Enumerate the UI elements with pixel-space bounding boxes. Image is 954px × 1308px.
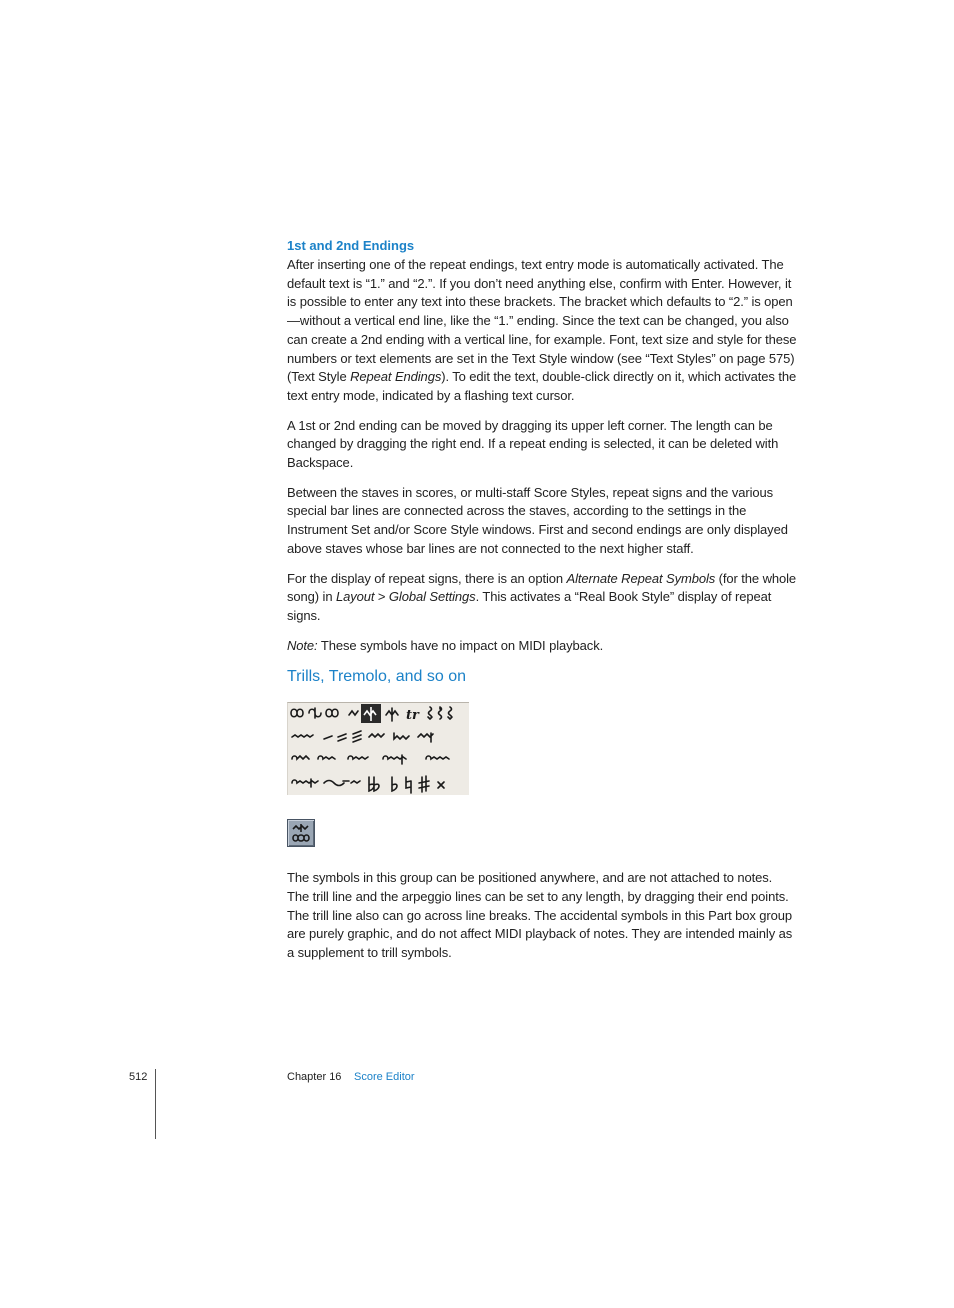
- note-label: Note:: [287, 637, 318, 653]
- paragraph-repeat-signs: For the display of repeat signs, there is an option Alternate Repeat Symbols (for the whole song) in Layout > Global Settings. This activates a “Real Book Style” display of repeat signs.: [287, 570, 797, 623]
- trill-group-icon[interactable]: [287, 819, 315, 847]
- page-number: 512: [129, 1071, 148, 1083]
- trills-palette-image: [287, 702, 469, 795]
- svg-text:tr: tr: [406, 708, 419, 724]
- paragraph-endings-intro: After inserting one of the repeat endings, text entry mode is automatically activated. The default text is “1.” and “2.”. If you don’t need anything else, confirm with Enter. However, it is possible to enter any text into these brackets. The bracket which defaults to “2.” is open—without a vertical end line, like the “1.” ending. Since the text can be changed, you also can create a 2nd ending with a vertical line, for example. Font, text size and style for these numbers or text elements are set in the Text Style window (see “Text Styles” on page 575) (Text Style Repeat Endings). To edit the text, double-click directly on it, which activates the text entry mode, indicated by a flashing text cursor.: [287, 257, 797, 403]
- main-content: [287, 237, 797, 974]
- note-text: These symbols have no impact on MIDI playback.: [317, 637, 604, 653]
- paragraph-trills-description: The symbols in this group can be positioned anywhere, and are not attached to notes. The trill line and the arpeggio lines can be set to any length, by dragging their end points. The trill line also can go across line breaks. The accidental symbols in this Part box group are purely graphic, and do not affect MIDI playback of notes. They are intended mainly as a supplement to trill symbols.: [287, 870, 793, 961]
- trills-palette-graphic: [288, 703, 469, 795]
- section-heading-endings: 1st and 2nd Endings: [287, 238, 415, 253]
- chapter-title-link[interactable]: Score Editor: [354, 1071, 415, 1083]
- section-heading-trills: Trills, Tremolo, and so on: [287, 668, 467, 686]
- page-footer: [0, 1069, 954, 1139]
- footer-divider: [155, 1069, 156, 1139]
- trill-symbol-icon: [288, 820, 314, 846]
- paragraph-endings-moving: A 1st or 2nd ending can be moved by dragging its upper left corner. The length can be changed by dragging the right end. If a repeat ending is selected, it can be deleted with Backspace.: [287, 417, 779, 471]
- note-paragraph: [287, 637, 797, 656]
- chapter-label: Chapter 16: [287, 1071, 342, 1083]
- paragraph-staves: Between the staves in scores, or multi-staff Score Styles, repeat signs and the various special bar lines are connected across the staves, according to the settings in the Instrument Set and/or Score Style windows. First and second endings are only displayed above staves whose bar lines are not connected to the next higher staff.: [287, 484, 788, 556]
